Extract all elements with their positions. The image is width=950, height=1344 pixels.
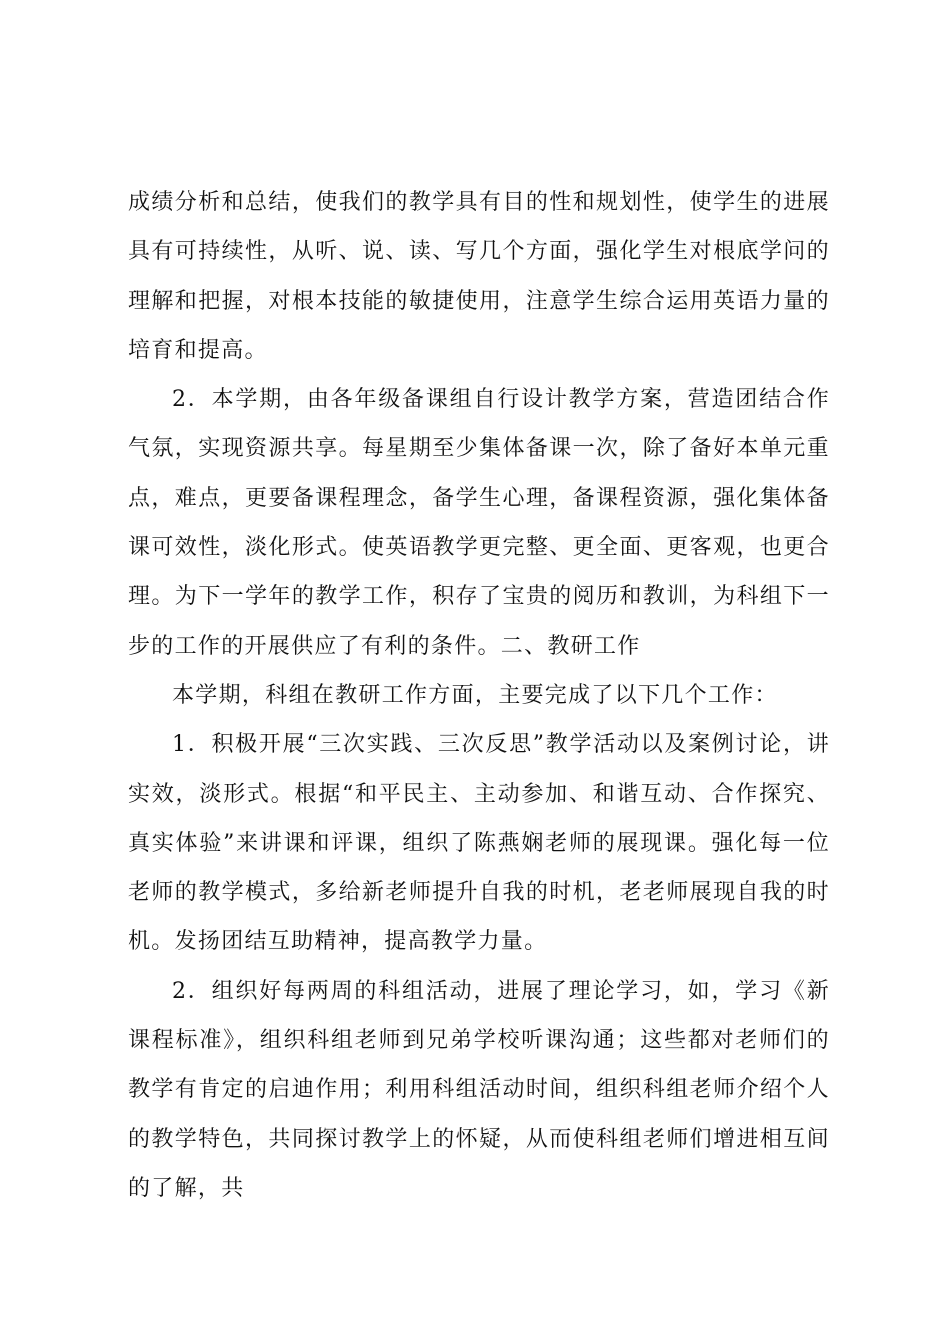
paragraph-4: 1．积极开展“三次实践、三次反思”教学活动以及案例讨论，讲实效，淡形式。根据“和平民主、主动参加、和谐互动、合作探究、真实体验”来讲课和评课，组织了陈燕娴老师的展现课。强化每一位老师的教学模式，多给新老师提升自我的时机，老老师展现自我的时机。发扬团结互助精神，提高教学力量。	[128, 732, 830, 955]
paragraph-2: 2．本学期，由各年级备课组自行设计教学方案，营造团结合作气氛，实现资源共享。每星期至少集体备课一次，除了备好本单元重点，难点，更要备课程理念，备学生心理，备课程资源，强化集体备课可效性，淡化形式。使英语教学更完整、更全面、更客观，也更合理。为下一学年的教学工作，积存了宝贵的阅历和教训，为科组下一步的工作的开展供应了有利的条件。二、教研工作	[128, 387, 830, 659]
paragraph-5: 2．组织好每两周的科组活动，进展了理论学习，如，学习《新课程标准》，组织科组老师到兄弟学校听课沟通；这些都对老师们的教学有肯定的启迪作用；利用科组活动时间，组织科组老师介绍个人的教学特色，共同探讨教学上的怀疑，从而使科组老师们增进相互间的了解，共	[128, 978, 830, 1201]
paragraph-3: 本学期，科组在教研工作方面，主要完成了以下几个工作：	[172, 682, 778, 708]
paragraph-1: 成绩分析和总结，使我们的教学具有目的性和规划性，使学生的进展具有可持续性，从听、说、读、写几个方面，强化学生对根底学问的理解和把握，对根本技能的敏捷使用，注意学生综合运用英语力量的培育和提高。	[128, 190, 830, 363]
body-text	[128, 178, 830, 1213]
